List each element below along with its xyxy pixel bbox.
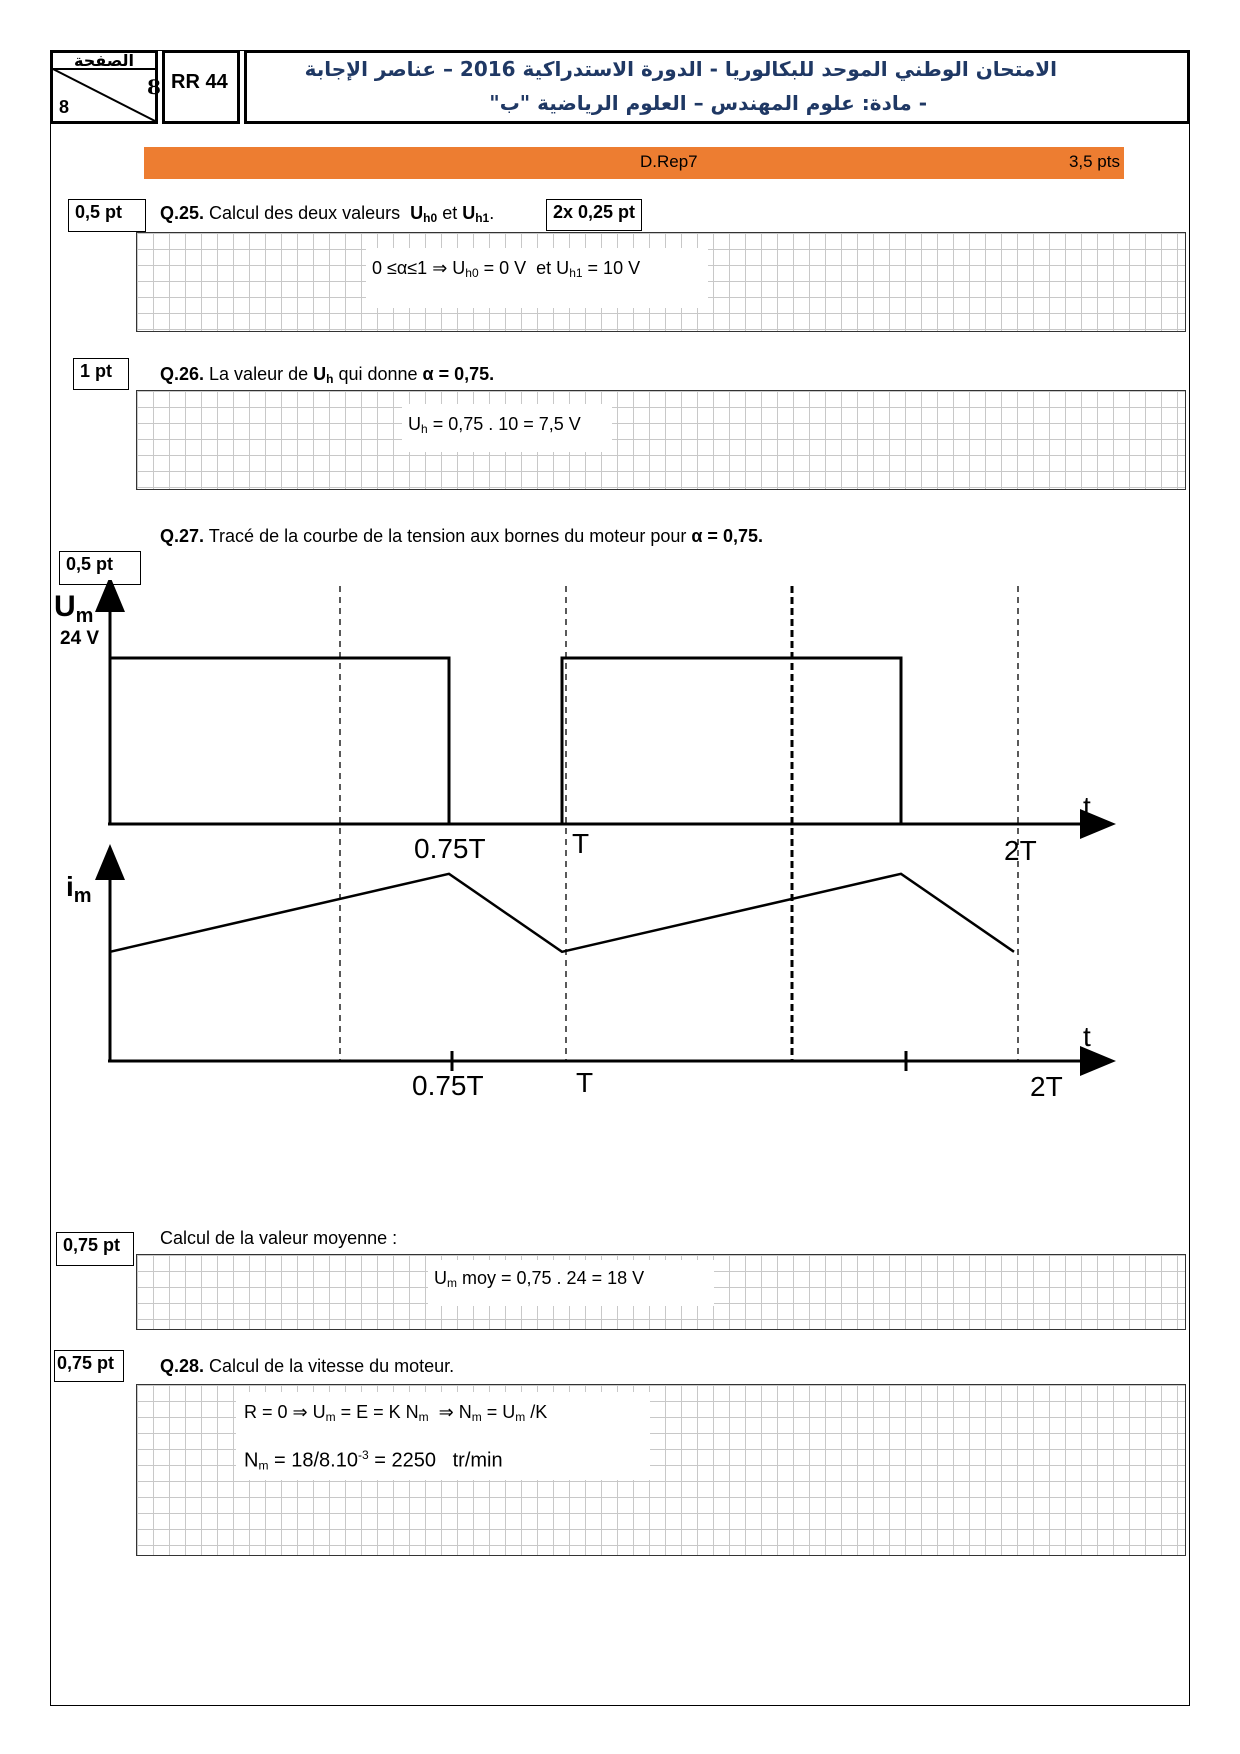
exam-code: RR 44 bbox=[171, 71, 228, 93]
q27-alpha: α = 0,75. bbox=[691, 526, 763, 546]
um-y-label: $U_m$ bbox=[54, 590, 94, 627]
q26-number: Q.26. bbox=[160, 364, 205, 384]
q27-number: Q.27. bbox=[160, 526, 205, 546]
q28-text: Calcul de la vitesse du moteur. bbox=[209, 1356, 455, 1376]
section-points: 3,5 pts bbox=[1068, 152, 1120, 171]
page-label: الصفحة bbox=[73, 51, 134, 70]
q26-points: 1 pt bbox=[73, 358, 129, 390]
um-x-tick-075T: 0.75T bbox=[414, 833, 486, 864]
um-x-label: t bbox=[1083, 791, 1091, 822]
q27-points: 0,5 pt bbox=[59, 551, 141, 585]
im-x-label: t bbox=[1083, 1021, 1091, 1052]
um-y-tick-label: 24 V bbox=[60, 628, 100, 649]
um-x-tick-T: T bbox=[572, 828, 590, 859]
q27-text: Tracé de la courbe de la tension aux bornes du moteur pour bbox=[208, 526, 687, 546]
exam-title-box bbox=[244, 50, 1190, 124]
im-x-tick-2T: 2T bbox=[1030, 1071, 1063, 1102]
page-current: 8 bbox=[147, 75, 161, 99]
q27-question bbox=[160, 526, 763, 547]
mean-answer: $U_m$ moy = 0,75 . 24 = 18 V bbox=[428, 1260, 714, 1306]
im-waveform bbox=[110, 874, 1014, 952]
q25-number: Q.25. bbox=[160, 203, 205, 223]
q28-number: Q.28. bbox=[160, 1356, 205, 1376]
exam-title-line1: الامتحان الوطني الموحد للبكالوريا - الدورة الاستدراكية 2016 – عناصر الإجابة bbox=[304, 57, 1057, 81]
q25-question: Q.25. Calcul des deux valeurs $U_{h0}$ et $U_{h1}$. bbox=[160, 203, 495, 225]
q28-points: 0,75 pt bbox=[54, 1350, 124, 1382]
page-number-box bbox=[50, 50, 161, 124]
waveform-charts bbox=[0, 580, 1240, 1120]
mean-points: 0,75 pt bbox=[56, 1232, 134, 1266]
page-total: 8 bbox=[59, 97, 70, 117]
section-bar bbox=[144, 147, 1124, 179]
exam-title-line2: - مادة: علوم المهندس – العلوم الرياضية "ب" bbox=[489, 91, 927, 115]
q26-answer: $U_h = 0,75$ . 10 = 7,5 V bbox=[402, 404, 612, 452]
exam-code-box bbox=[162, 50, 240, 124]
section-title: D.Rep7 bbox=[640, 152, 698, 171]
um-x-tick-2T: 2T bbox=[1004, 835, 1037, 866]
q25-text: Calcul des deux valeurs bbox=[209, 203, 401, 223]
q25-answer: 0 ≤α≤1 ⇒ $U_{h0} = 0$ V et $U_{h1} = 10$ V bbox=[366, 248, 708, 308]
im-x-tick-T: T bbox=[576, 1067, 594, 1098]
q28-question bbox=[160, 1356, 454, 1377]
mean-question: Calcul de la valeur moyenne : bbox=[160, 1228, 398, 1248]
im-y-label: $i_m$ bbox=[66, 871, 92, 907]
q28-answer-line1: R = 0 ⇒ $U_m = E = K$ $N_m$ ⇒ $N_m = U_m$ /K bbox=[244, 1402, 548, 1424]
im-x-tick-075T: 0.75T bbox=[412, 1070, 484, 1101]
q25-sub-points: 2x 0,25 pt bbox=[546, 199, 642, 231]
q26-answer-grid bbox=[136, 390, 1186, 490]
um-waveform bbox=[110, 658, 1014, 824]
q28-answer bbox=[236, 1392, 650, 1480]
q25-points: 0,5 pt bbox=[68, 199, 146, 232]
q26-question: Q.26. La valeur de $U_h$ qui donne α = 0,75. bbox=[160, 364, 495, 386]
q28-answer-line2: $N_m = 18/8.10^{-3} = 2250$ tr/min bbox=[244, 1448, 503, 1473]
